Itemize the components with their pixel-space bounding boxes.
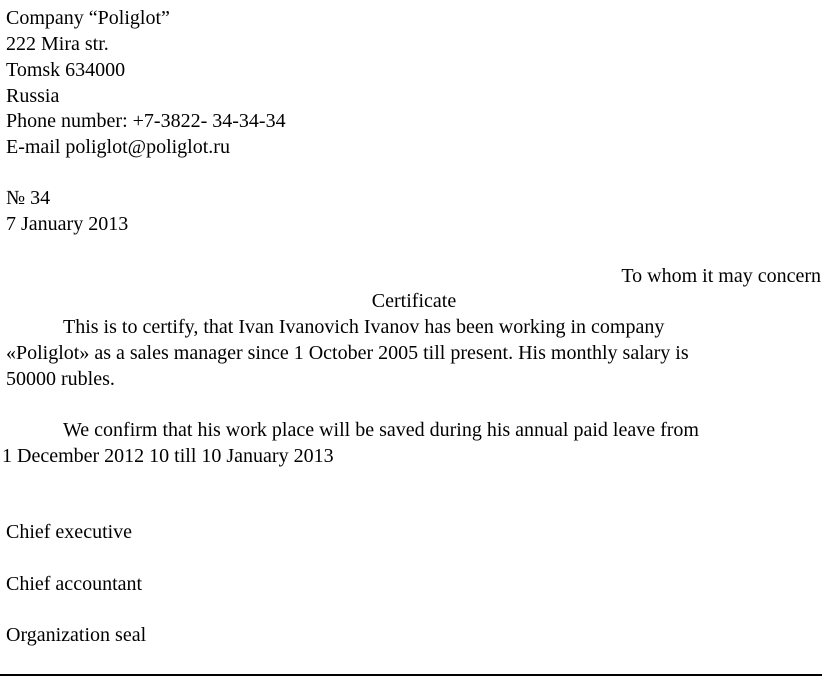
paragraph-2-line-1: We confirm that his work place will be saved during his annual paid leave from	[63, 419, 699, 441]
signature-chief-accountant: Chief accountant	[6, 573, 143, 595]
sender-email: E-mail poliglot@poliglot.ru	[6, 136, 230, 158]
sender-company: Company “Poliglot”	[6, 7, 170, 29]
sender-country: Russia	[6, 85, 60, 107]
reference-date: 7 January 2013	[6, 213, 129, 235]
paragraph-1-line-3: 50000 rubles.	[6, 368, 115, 390]
bottom-divider	[0, 674, 822, 676]
sender-city: Tomsk 634000	[6, 59, 126, 81]
paragraph-1-line-1: This is to certify, that Ivan Ivanovich Ivanov has been working in company	[63, 316, 665, 338]
signature-chief-executive: Chief executive	[6, 521, 133, 543]
signature-organization-seal: Organization seal	[6, 624, 147, 646]
paragraph-2-line-2: 1 December 2012 10 till 10 January 2013	[2, 445, 334, 467]
addressee-line: To whom it may concern	[621, 265, 821, 287]
reference-number: № 34	[6, 187, 51, 209]
certificate-title: Certificate	[371, 290, 457, 312]
sender-street: 222 Mira str.	[6, 33, 109, 55]
paragraph-1-line-2: «Poliglot» as a sales manager since 1 October 2005 till present. His monthly salary is	[6, 342, 689, 364]
sender-phone: Phone number: +7-3822- 34-34-34	[6, 110, 286, 132]
